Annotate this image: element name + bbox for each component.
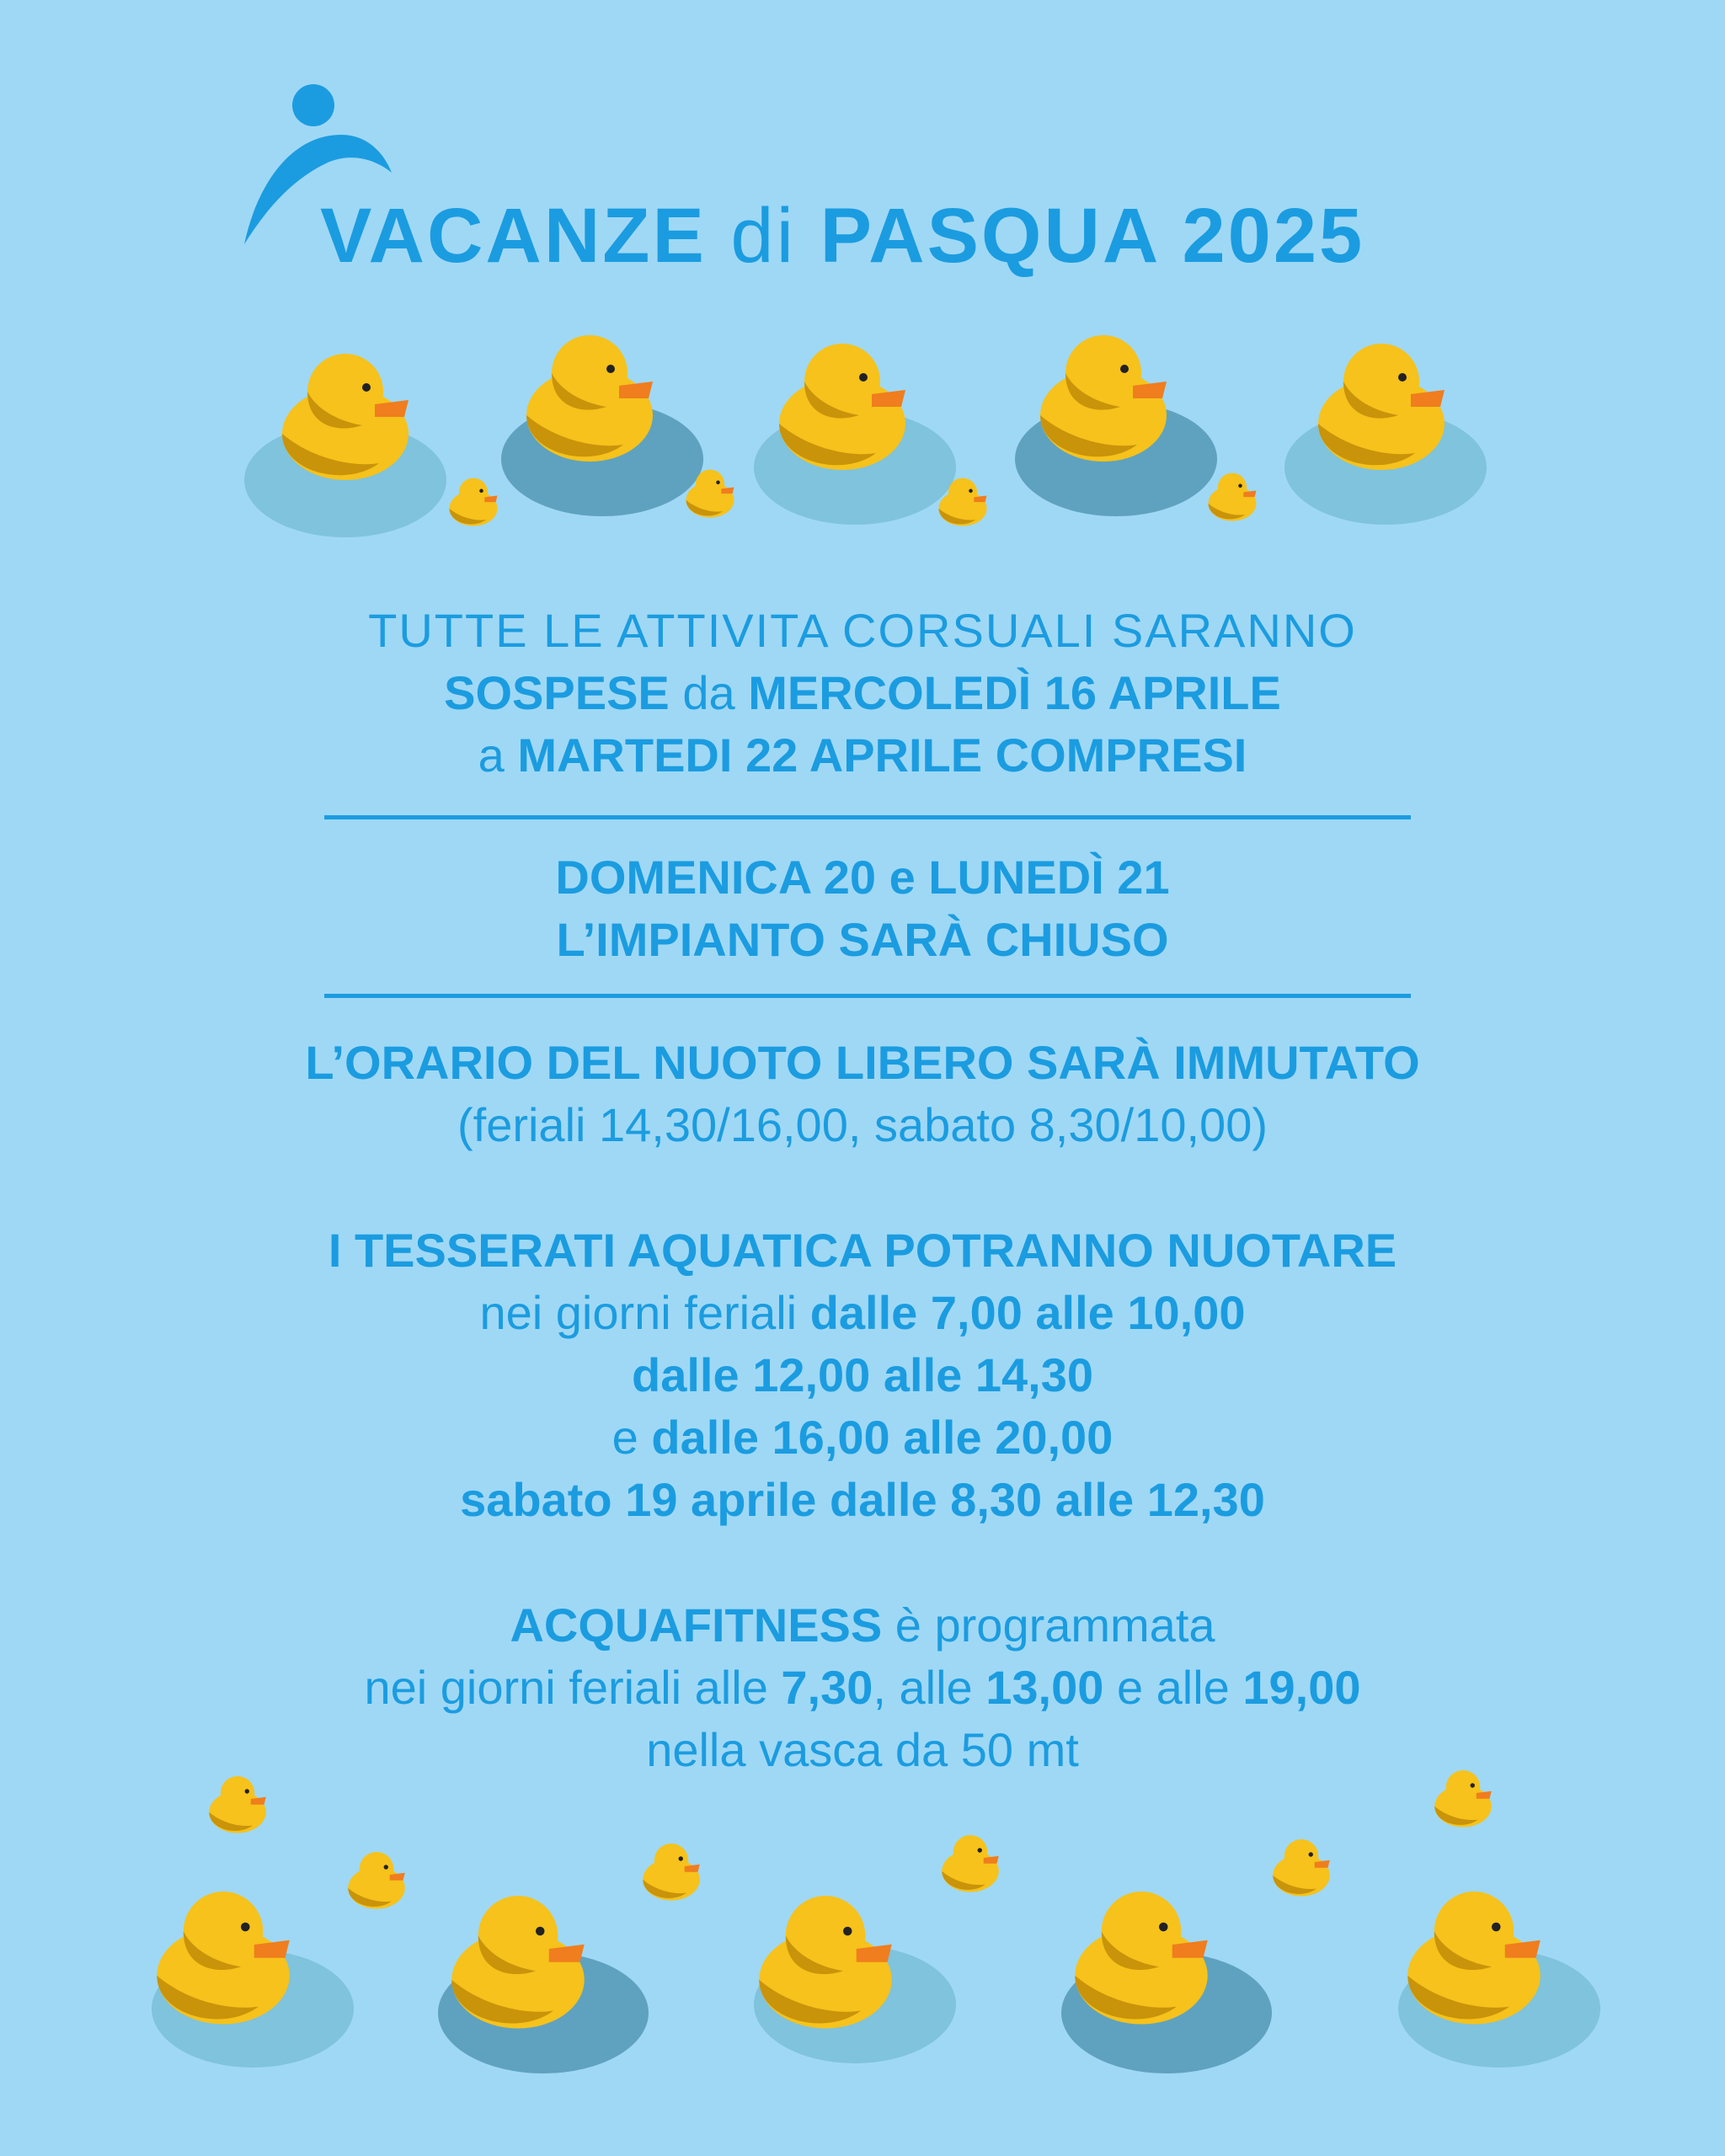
title-di: di bbox=[706, 193, 820, 279]
members-saturday: sabato 19 aprile dalle 8,30 alle 12,30 bbox=[460, 1473, 1265, 1526]
rubber-duck-icon bbox=[759, 1896, 892, 2029]
suspension-sospese: SOSPESE bbox=[444, 666, 670, 719]
closure-line-2: L’IMPIANTO SARÀ CHIUSO bbox=[556, 913, 1169, 966]
rubber-duck-icon bbox=[1075, 1892, 1208, 2025]
aquafitness-weekdays: nei giorni feriali alle bbox=[364, 1661, 782, 1714]
suspension-end-date: MARTEDI 22 APRILE COMPRESI bbox=[517, 728, 1247, 782]
rubber-duck-icon bbox=[209, 1776, 266, 1833]
rubber-duck-icon bbox=[1273, 1839, 1330, 1897]
title-vacanze: VACANZE bbox=[320, 193, 707, 279]
members-and: e bbox=[611, 1411, 652, 1464]
members-headline: I TESSERATI AQUATICA POTRANNO NUOTARE bbox=[328, 1224, 1397, 1277]
closure-line-1: DOMENICA 20 e LUNEDÌ 21 bbox=[555, 851, 1170, 904]
aquafitness-pool: nella vasca da 50 mt bbox=[646, 1723, 1079, 1776]
rubber-duck-icon bbox=[451, 1896, 585, 2029]
rubber-duck-icon bbox=[643, 1844, 700, 1901]
rubber-duck-icon bbox=[348, 1852, 405, 1909]
suspension-start-date: MERCOLEDÌ 16 APRILE bbox=[748, 666, 1281, 719]
rubber-duck-icon bbox=[1434, 1770, 1492, 1828]
aquafitness-sep-1: , alle bbox=[873, 1661, 986, 1714]
aquafitness-programmed: è programmata bbox=[882, 1598, 1215, 1652]
aquafitness-time-3: 19,00 bbox=[1242, 1661, 1361, 1714]
members-slot-3: dalle 16,00 alle 20,00 bbox=[651, 1411, 1114, 1464]
aquafitness-label: ACQUAFITNESS bbox=[510, 1598, 883, 1652]
members-weekdays-label: nei giorni feriali bbox=[479, 1286, 810, 1339]
free-swim-hours: (feriali 14,30/16,00, sabato 8,30/10,00) bbox=[457, 1098, 1268, 1151]
aquafitness-sep-2: e alle bbox=[1103, 1661, 1243, 1714]
suspension-da: da bbox=[669, 666, 749, 719]
rubber-duck-icon bbox=[157, 1892, 290, 2025]
aquafitness-time-1: 7,30 bbox=[781, 1661, 873, 1714]
suspension-line-1: TUTTE LE ATTIVITA CORSUALI SARANNO bbox=[368, 604, 1357, 657]
members-slot-2: dalle 12,00 alle 14,30 bbox=[632, 1348, 1093, 1401]
free-swim-headline: L’ORARIO DEL NUOTO LIBERO SARÀ IMMUTATO bbox=[305, 1036, 1420, 1089]
title-pasqua: PASQUA 2025 bbox=[820, 193, 1365, 279]
aquafitness-time-2: 13,00 bbox=[985, 1661, 1104, 1714]
rubber-duck-icon bbox=[942, 1835, 999, 1892]
suspension-a: a bbox=[478, 728, 518, 782]
members-slot-1: dalle 7,00 alle 10,00 bbox=[809, 1286, 1246, 1339]
rubber-duck-icon bbox=[1407, 1892, 1541, 2025]
